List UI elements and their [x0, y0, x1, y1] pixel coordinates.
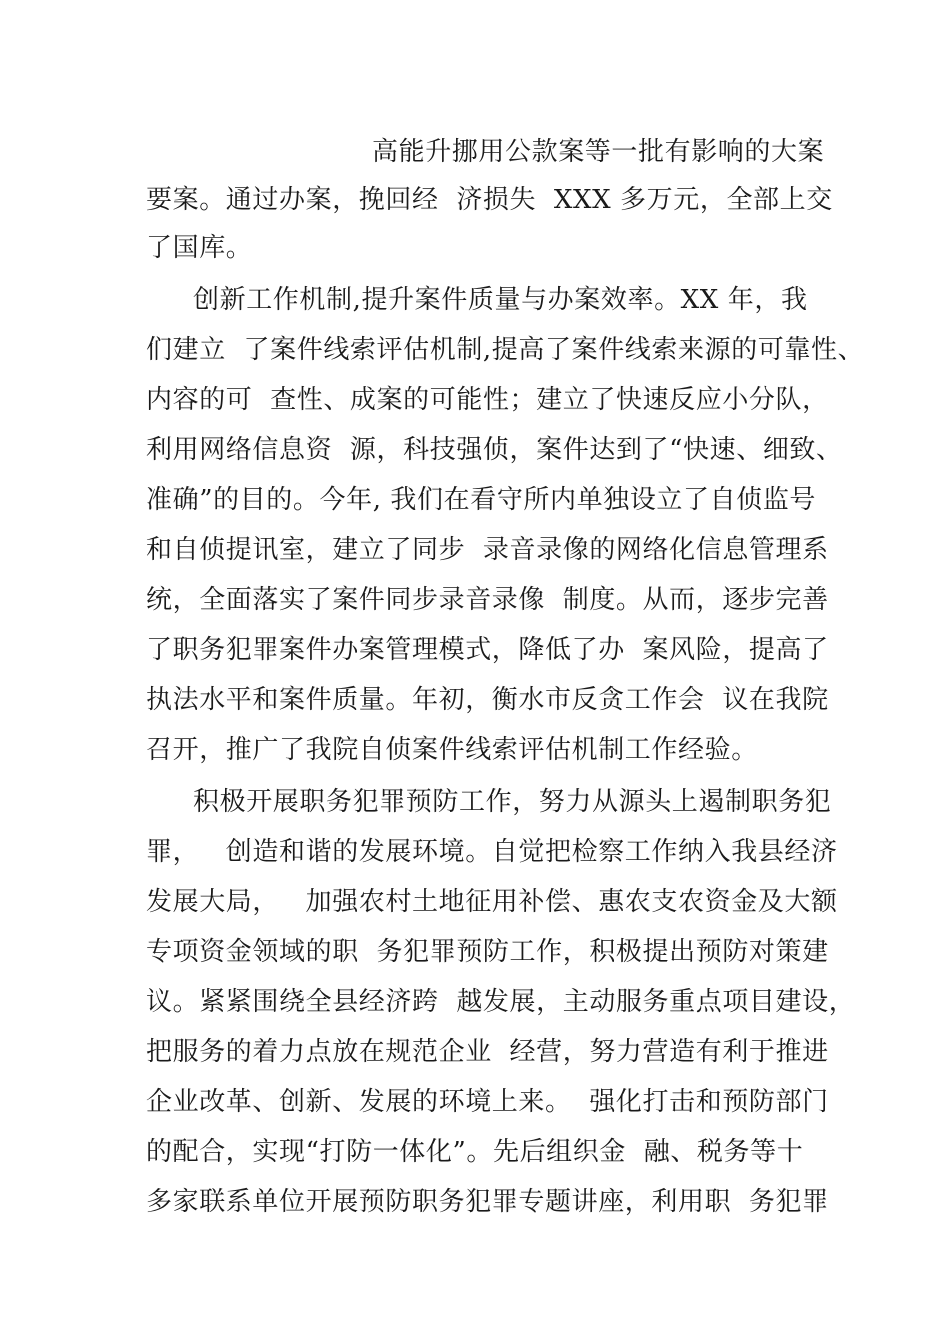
text-line: 发展大局， 加强农村土地征用补偿、惠农支农资金及大额 — [146, 887, 838, 917]
text-line: 统，全面落实了案件同步录音录像 制度。从而，逐步完善 — [146, 585, 829, 615]
text-line: 罪， 创造和谐的发展环境。自觉把检察工作纳入我县经济 — [146, 837, 838, 867]
text-line: 了国库。 — [146, 233, 253, 263]
text-line: 多家联系单位开展预防职务犯罪专题讲座，利用职 务犯罪 — [146, 1187, 829, 1217]
text-line: 要案。通过办案，挽回经 济损失 XXX 多万元，全部上交 — [146, 185, 833, 215]
text-line: 高能升挪用公款案等一批有影响的大案 — [372, 137, 825, 167]
text-line: 创新工作机制,提升案件质量与办案效率。XX 年，我 — [193, 285, 808, 315]
text-line: 执法水平和案件质量。年初，衡水市反贪工作会 议在我院 — [146, 685, 829, 715]
text-line: 利用网络信息资 源，科技强侦，案件达到了“快速、细致、 — [146, 435, 843, 465]
text-line: 的配合，实现“打防一体化”。先后组织金 融、税务等十 — [146, 1137, 804, 1167]
text-line: 把服务的着力点放在规范企业 经营，努力营造有利于推进 — [146, 1037, 829, 1067]
text-line: 专项资金领域的职 务犯罪预防工作，积极提出预防对策建 — [146, 937, 829, 967]
text-line: 和自侦提讯室，建立了同步 录音录像的网络化信息管理系 — [146, 535, 829, 565]
text-line: 准确”的目的。今年, 我们在看守所内单独设立了自侦监号 — [146, 485, 817, 515]
text-line: 内容的可 查性、成案的可能性；建立了快速反应小分队， — [146, 385, 829, 415]
text-line: 们建立 了案件线索评估机制,提高了案件线索来源的可靠性、 — [146, 335, 865, 365]
text-line: 了职务犯罪案件办案管理模式，降低了办 案风险，提高了 — [146, 635, 829, 665]
text-line: 召开，推广了我院自侦案件线索评估机制工作经验。 — [146, 735, 758, 765]
text-line: 企业改革、创新、发展的环境上来。 强化打击和预防部门 — [146, 1087, 829, 1117]
text-line: 议。紧紧围绕全县经济跨 越发展，主动服务重点项目建设， — [146, 987, 856, 1017]
text-line: 积极开展职务犯罪预防工作，努力从源头上遏制职务犯 — [193, 787, 832, 817]
